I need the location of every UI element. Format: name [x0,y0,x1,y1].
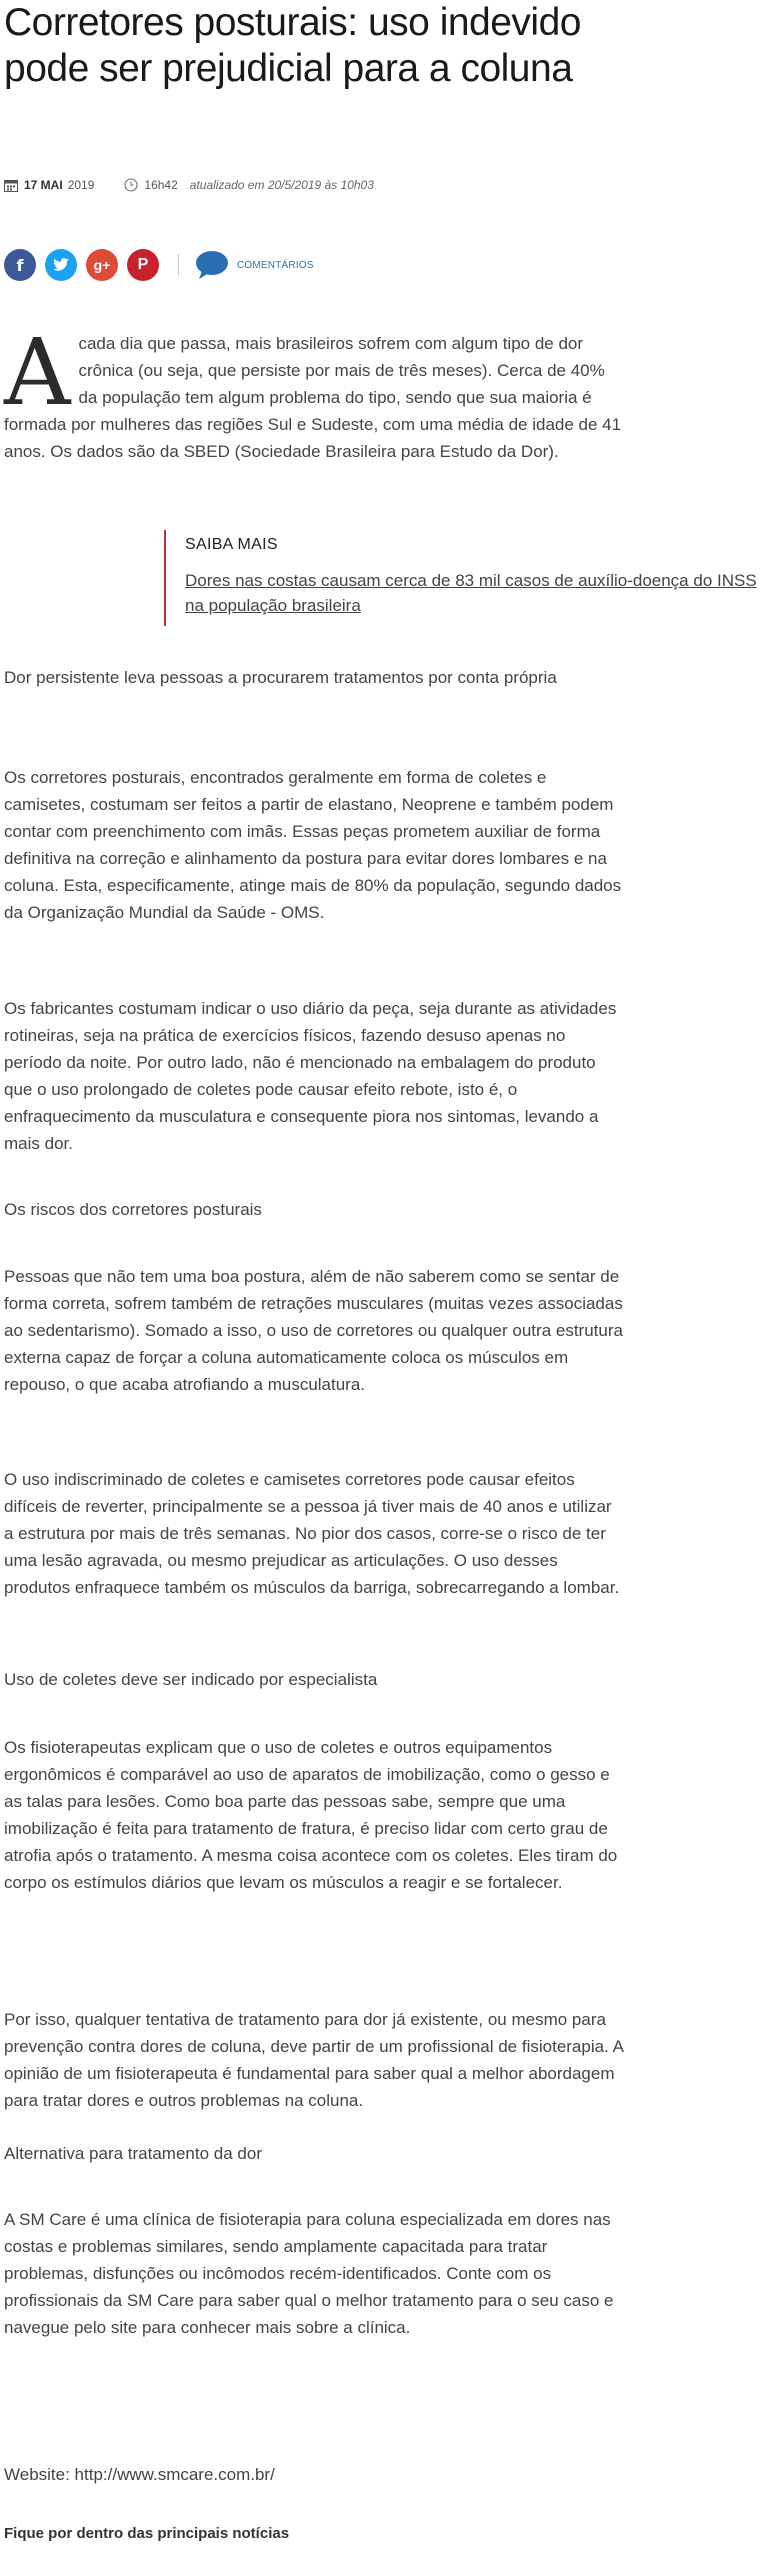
pinterest-icon[interactable]: P [127,249,159,281]
subheading-4: Alternativa para tratamento da dor [4,2144,262,2163]
publish-year: 2019 [67,178,95,192]
divider [178,254,179,276]
website-line: Website: http://www.smcare.com.br/ [4,2465,275,2484]
twitter-icon[interactable] [45,249,77,281]
publish-date: 17 MAI [24,178,63,192]
fique-por-dentro-heading: Fique por dentro das principais notícias [4,2525,290,2542]
paragraph-2: Os fabricantes costumam indicar o uso diário da peça, seja durante as atividades rotineiras, seja na prática de exercícios físicos, fazendo desuso apenas no período da noite. Por outro lado, não é mencionado na embalagem do produto que o uso prolongado de coletes pode causar efeito rebote, isto é, o enfraquecimento da musculatura e consequente piora nos sintomas, levando a mais dor. [4,999,617,1153]
lead-text: cada dia que passa, mais brasileiros sofrem com algum tipo de dor crônica (ou seja, que persiste por mais de três meses). Cerca de 40% da população tem algum problema do tipo, sendo que sua maioria é formada por mulheres das regiões Sul e Sudeste, com uma média de idade de 41 anos. Os dados são da SBED (Sociedade Brasileira para Estudo da Dor). [4,334,622,461]
paragraph-4: O uso indiscriminado de coletes e camisetes corretores pode causar efeitos difíceis de reverter, principalmente se a pessoa já tiver mais de 40 anos e utilizar a estrutura por mais de três semanas. No pior dos casos, corre-se o risco de ter uma lesão agravada, ou mesmo prejudicar as articulações. O uso desses produtos enfraquece também os músculos da barriga, sobrecarregando a lombar. [4,1470,620,1597]
dropcap: A [4,319,71,426]
paragraph-1: Os corretores posturais, encontrados geralmente em forma de coletes e camisetes, costumam ser feitos a partir de elastano, Neoprene e também podem contar com preenchimento com imãs. Essas peças prometem auxiliar de forma definitiva na correção e alinhamento da postura para evitar dores lombares e na coluna. Esta, especificamente, atinge mais de 80% da população, segundo dados da Organização Mundial da Saúde - OMS. [4,768,622,922]
subheading-1: Dor persistente leva pessoas a procurarem tratamentos por conta própria [4,668,557,687]
social-share-bar [4,249,314,281]
updated-time: atualizado em 20/5/2019 às 10h03 [189,178,374,192]
subheading-3: Uso de coletes deve ser indicado por especialista [4,1670,378,1689]
googleplus-icon[interactable]: g+ [86,249,118,281]
subheading-2: Os riscos dos corretores posturais [4,1200,262,1219]
article-meta [4,174,374,196]
saiba-mais-box [164,530,764,626]
clock-icon [124,178,138,192]
paragraph-3: Pessoas que não tem uma boa postura, além de não saberem como se sentar de forma correta, sofrem também de retrações musculares (muitas vezes associadas ao sedentarismo). Somado a isso, o uso de corretores ou qualquer outra estrutura externa capaz de forçar a coluna automaticamente coloca os músculos em repouso, o que acaba atrofiando a musculatura. [4,1267,623,1394]
paragraph-5: Os fisioterapeutas explicam que o uso de coletes e outros equipamentos ergonômicos é comparável ao uso de aparatos de imobilização, como o gesso e as talas para lesões. Como boa parte das pessoas sabe, sempre que uma imobilização é feita para tratamento de fratura, é preciso lidar com certo grau de atrofia após o tratamento. A mesma coisa acontece com os coletes. Eles tiram do corpo os estímulos diários que levam os músculos a reagir e se fortalecer. [4,1738,618,1892]
paragraph-7: A SM Care é uma clínica de fisioterapia para coluna especializada em dores nas costas e problemas similares, sendo amplamente capacitada para tratar problemas, disfunções ou incômodos recém-identificados. Conte com os profissionais da SM Care para saber qual o melhor tratamento para o seu caso e navegue pelo site para conhecer mais sobre a clínica. [4,2210,614,2337]
saiba-mais-title: SAIBA MAIS [185,536,278,553]
publish-time: 16h42 [144,178,178,192]
saiba-mais-link[interactable]: Dores nas costas causam cerca de 83 mil casos de auxílio-doença do INSS na população brasileira [185,571,757,615]
lead-paragraph [4,319,624,465]
paragraph-6: Por isso, qualquer tentativa de tratamento para dor já existente, ou mesmo para prevenção contra dores de coluna, deve partir de um profissional de fisioterapia. A opinião de um fisioterapeuta é fundamental para saber qual a melhor abordagem para tratar dores e outros problemas na coluna. [4,2010,623,2110]
comment-icon[interactable] [195,250,229,280]
facebook-icon[interactable]: f [4,249,36,281]
calendar-icon [4,179,18,192]
comments-link[interactable]: COMENTÁRIOS [237,259,314,271]
article-title: Corretores posturais: uso indevido pode ser prejudicial para a coluna [4,1,581,90]
